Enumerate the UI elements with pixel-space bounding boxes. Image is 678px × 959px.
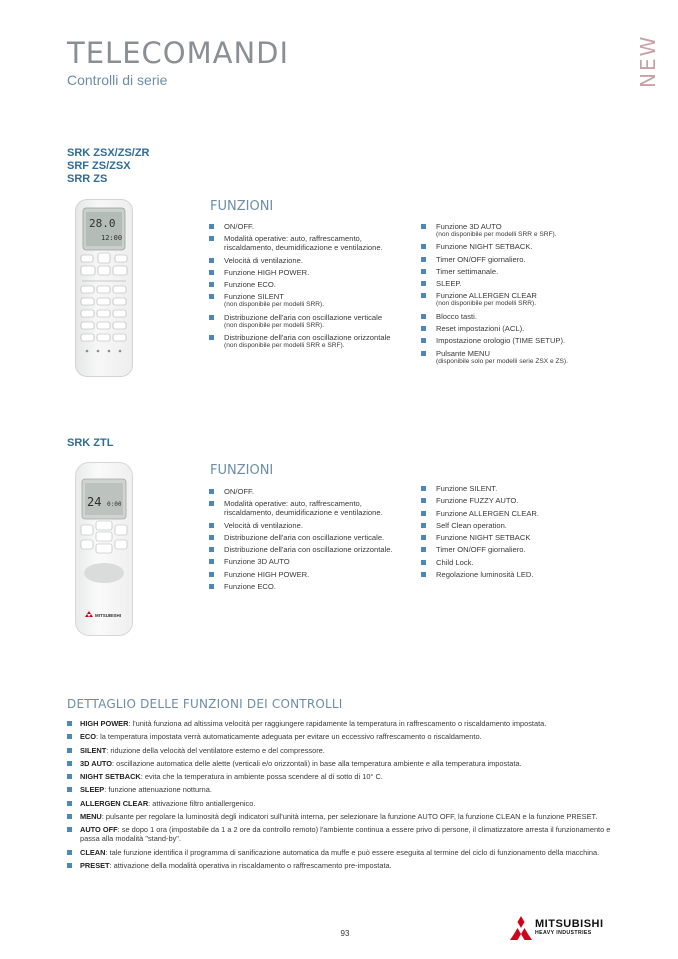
function-text: SLEEP. [436,279,462,289]
remote-2-time: 0:00 [107,501,122,508]
model-name: SRR ZS [67,173,108,185]
detail-term: HIGH POWER [80,719,129,728]
detail-term: AUTO OFF [80,825,118,835]
function-text: ON/OFF. [224,487,254,496]
page-number: 93 [340,929,350,938]
function-text: Modalità operative: auto, raffrescamento, riscaldamento, deumidificazione e ventilazione. [224,234,383,253]
detail-description: : attivazione filtro antiallergenico. [148,798,256,808]
function-text: Velocità di ventilazione. [224,255,303,265]
function-text: Modalità operative: auto, raffrescamento, riscaldamento, deumidificazione e ventilazione. [224,499,383,518]
detail-item [67,759,627,768]
function-text: Velocità di ventilazione. [224,520,303,530]
function-item [421,242,611,251]
function-text: Blocco tasti. [436,311,477,321]
function-item [421,533,611,542]
detail-description: : evita che la temperatura in ambiente possa scendere al di sotto di 10° C. [140,772,383,782]
function-text: Timer ON/OFF giornaliero. [436,545,526,555]
function-item [421,484,611,493]
function-text: Distribuzione dell'aria con oscillazione orizzontale [224,333,391,343]
section2-functions-col2 [421,484,611,582]
detail-item [67,799,627,808]
function-item [421,222,611,239]
function-text: Funzione NIGHT SETBACK. [436,242,533,252]
detail-item [67,861,627,870]
function-item [421,496,611,505]
function-note: (non disponibile per modelli SRR). [224,301,325,309]
function-text: Funzione NIGHT SETBACK [436,533,531,543]
page-title: TELECOMANDI [67,36,290,70]
function-item [421,509,611,518]
remote-1-temp: 28.0 [89,217,116,230]
remote-control-image-1 [75,199,133,377]
function-item [209,570,399,579]
function-text: Timer ON/OFF giornaliero. [436,254,526,264]
detail-description: : la temperatura impostata verrà automaticamente adeguata per evitare un eccessivo raffrescamento o riscaldamento. [96,732,482,742]
function-item [421,349,611,366]
detail-term: MENU [80,812,102,822]
function-text: Reset impostazioni (ACL). [436,324,525,334]
function-item [209,292,399,309]
model-name: SRK ZSX/ZS/ZR [67,147,150,159]
function-text: Funzione ECO. [224,280,276,290]
function-text: Child Lock. [436,557,474,567]
detail-item [67,812,627,821]
function-text: Funzione HIGH POWER. [224,267,310,277]
detail-item [67,772,627,781]
detail-description: : pulsante per regolare la luminosità degli indicatori sull'unità interna, per selezionare la funzione AUTO OFF, la funzione CLEAN e la funzione PRESET. [101,812,598,822]
remote-control-image-2 [75,462,133,636]
function-item [209,313,399,330]
section1-functions-col2 [421,222,611,369]
function-item [421,267,611,276]
remote-1-drawing [76,200,132,376]
function-text: Pulsante MENU [436,348,491,358]
model-name: SRF ZS/ZSX [67,160,131,172]
detail-term: NIGHT SETBACK [80,772,141,782]
detail-description: : l'unità funziona ad altissima velocità per raggiungere rapidamente la temperatura in raffrescamento o riscaldamento impostata. [128,719,547,728]
function-item [209,533,399,542]
function-text: Self Clean operation. [436,520,507,530]
function-text: Funzione 3D AUTO [224,557,290,567]
function-text: ON/OFF. [224,222,254,231]
detail-description: : attivazione della modalità operativa in riscaldamento o raffrescamento pre-impostata. [109,860,392,870]
remote-2-drawing [76,463,132,635]
new-badge: NEW [636,34,660,88]
function-item [421,324,611,333]
function-text: Distribuzione dell'aria con oscillazione orizzontale. [224,545,393,555]
function-item [209,487,399,496]
function-item [209,222,399,231]
function-item [209,280,399,289]
detail-description: : funzione attenuazione notturna. [104,785,212,795]
remote-1-time: 12:00 [101,234,123,242]
detail-item [67,732,627,741]
function-note: (non disponibile per modelli SRR). [224,321,325,329]
detail-item [67,848,627,857]
detail-item [67,785,627,794]
detail-description: : tale funzione identifica il programma di sanificazione automatica da muffe e può essere eseguita al termine del ciclo di funzionamento della macchina. [105,847,600,857]
detail-item [67,825,627,843]
function-text: Funzione ALLERGEN CLEAR. [436,508,539,518]
detail-description: : riduzione della velocità del ventilatore esterno e del compressore. [106,745,325,755]
details-heading: DETTAGLIO DELLE FUNZIONI DEI CONTROLLI [67,697,343,711]
detail-term: SLEEP [80,785,105,795]
function-item [421,521,611,530]
detail-term: PRESET [80,860,110,870]
function-item [209,545,399,554]
function-text: Distribuzione dell'aria con oscillazione verticale. [224,532,385,542]
function-item [421,312,611,321]
remote-2-temp: 24 [87,495,102,509]
function-item [209,268,399,277]
mitsubishi-logo [510,913,630,943]
logo-word: MITSUBISHI [535,918,604,930]
page-subtitle: Controlli di serie [67,72,168,88]
function-text: Funzione ALLERGEN CLEAR [436,291,537,301]
function-note: (non disponibile per modelli SRR e SRF). [224,342,345,350]
details-list [67,719,627,874]
detail-item [67,719,627,728]
detail-term: ECO [80,732,97,742]
detail-term: ALLERGEN CLEAR [80,798,149,808]
detail-term: 3D AUTO [80,758,113,768]
detail-description: : se dopo 1 ora (impostabile da 1 a 2 ore da controllo remoto) l'ambiente continua a essere privo di persone, il climatizzatore arresta il funzionamento e passa alla modalità "stand-by". [80,825,611,844]
function-text: Distribuzione dell'aria con oscillazione verticale [224,312,383,322]
function-item [421,255,611,264]
function-item [421,545,611,554]
function-item [209,582,399,591]
detail-item [67,746,627,755]
function-item [209,521,399,530]
section2-functions-col1 [209,487,399,594]
function-item [421,279,611,288]
function-text: Funzione HIGH POWER. [224,569,310,579]
function-text: Funzione 3D AUTO [436,222,502,231]
section1-models [67,147,150,186]
function-item [421,558,611,567]
function-note: (non disponibile per modelli SRR). [436,300,537,308]
function-text: Impostazione orologio (TIME SETUP). [436,336,566,346]
function-item [421,336,611,345]
function-text: Funzione FUZZY AUTO. [436,496,519,506]
detail-term: SILENT [80,745,107,755]
remote-2-brand: MITSUBISHI [95,613,122,618]
function-text: Funzione SILENT. [436,484,498,493]
logo-subtitle: HEAVY INDUSTRIES [535,930,592,936]
detail-term: CLEAN [80,847,106,857]
function-note: (disponibile solo per modelli serie ZSX e ZS). [436,357,568,365]
section2-funzioni-heading: FUNZIONI [210,463,274,478]
function-item [209,234,399,252]
function-item [209,256,399,265]
detail-description: : oscillazione automatica delle alette (verticali e/o orizzontali) in base alla temperatura ambiente e alla temperatura impostata. [112,758,522,768]
function-text: Funzione ECO. [224,582,276,592]
function-item [209,557,399,566]
model-name: SRK ZTL [67,437,114,449]
function-item [421,570,611,579]
function-item [421,291,611,308]
function-note: (non disponibile per modelli SRR e SRF). [436,231,557,238]
function-text: Timer settimanale. [436,266,499,276]
three-diamonds-icon [510,916,532,940]
function-item [209,499,399,517]
function-item [209,333,399,350]
function-text: Funzione SILENT [224,292,284,302]
function-text: Regolazione luminosità LED. [436,570,534,580]
section1-funzioni-heading: FUNZIONI [210,199,274,214]
section1-functions-col1 [209,222,399,353]
